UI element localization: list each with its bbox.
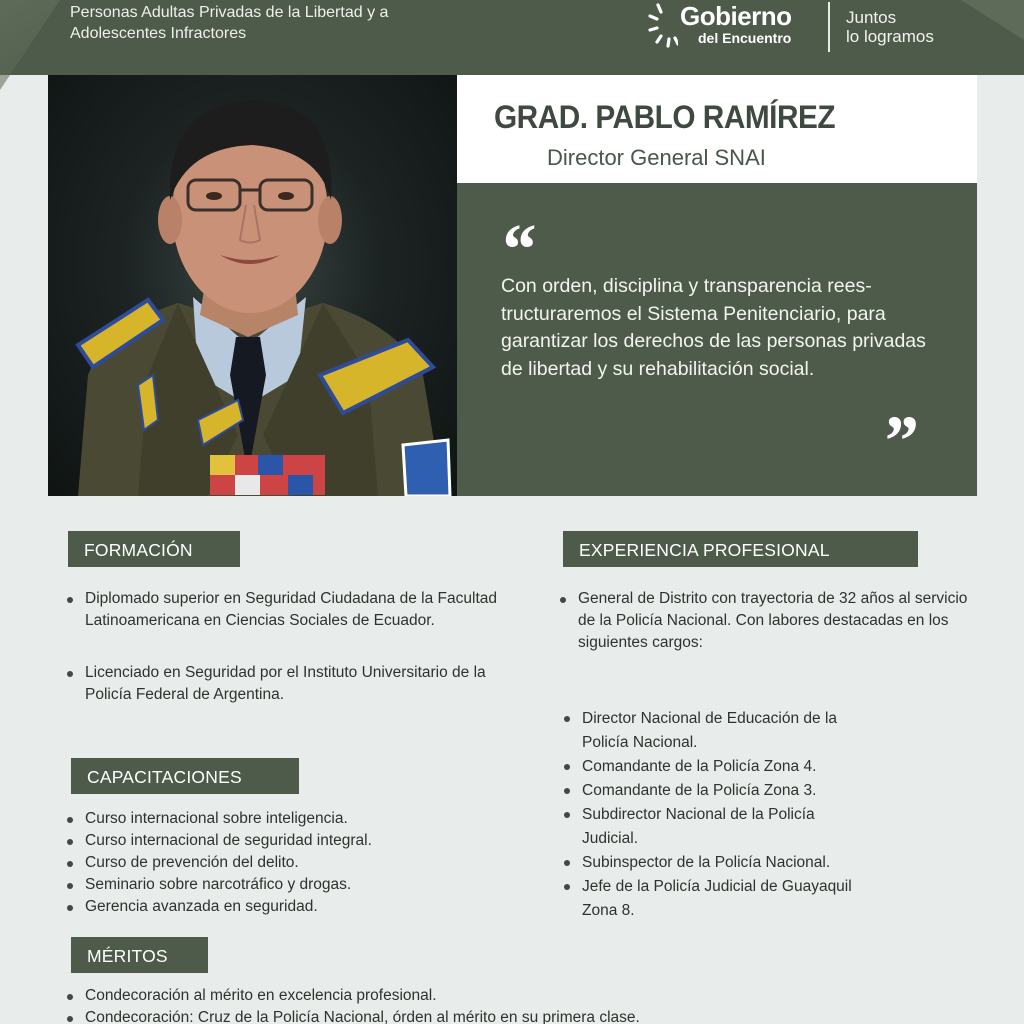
close-quote-mark: ” xyxy=(881,401,917,481)
list-item: Comandante de la Policía Zona 4. xyxy=(564,755,874,779)
list-item: Condecoración: Cruz de la Policía Nacional, órden al mérito en su primera clase. xyxy=(67,1007,767,1024)
name-panel xyxy=(457,75,977,183)
person-name: GRAD. PABLO RAMÍREZ xyxy=(494,99,836,135)
open-quote-mark: “ xyxy=(499,209,535,289)
government-logo xyxy=(648,0,968,60)
logo-main-text: Gobierno xyxy=(680,1,792,31)
logo-divider xyxy=(828,2,830,52)
portrait-photo xyxy=(48,75,457,496)
person-role: Director General SNAI xyxy=(547,145,766,170)
list-item: Subinspector de la Policía Nacional. xyxy=(564,851,874,875)
slogan: Juntos lo logramos xyxy=(846,8,934,46)
meritos-list xyxy=(67,985,767,1024)
institution-subtitle: Personas Adultas Privadas de la Libertad y a Adolescentes Infractores xyxy=(70,4,389,42)
experiencia-intro: General de Distrito con trayectoria de 32 años al servicio de la Policía Nacional. Con labores destacadas en los siguientes cargos: xyxy=(560,588,975,654)
list-item: Curso internacional de seguridad integral. xyxy=(67,830,487,852)
sun-rays-icon xyxy=(648,0,678,50)
quote-text: Con orden, disciplina y transparencia rees-tructuraremos el Sistema Penitenciario, para garantizar los derechos de las personas privadas de libertad y su rehabilitación social. xyxy=(501,275,926,380)
formacion-item: Licenciado en Seguridad por el Instituto Universitario de la Policía Federal de Argentina. xyxy=(67,662,497,706)
list-item: Gerencia avanzada en seguridad. xyxy=(67,896,487,918)
list-item: Director Nacional de Educación de la Policía Nacional. xyxy=(564,707,874,755)
section-header-capacitaciones: CAPACITACIONES xyxy=(71,758,299,794)
experiencia-list xyxy=(564,707,874,923)
formacion-item: Diplomado superior en Seguridad Ciudadana de la Facultad Latinoamericana en Ciencias Sociales de Ecuador. xyxy=(67,588,497,632)
list-item: Jefe de la Policía Judicial de Guayaquil Zona 8. xyxy=(564,875,874,923)
list-item: Seminario sobre narcotráfico y drogas. xyxy=(67,874,487,896)
list-item: Condecoración al mérito en excelencia profesional. xyxy=(67,985,767,1007)
list-item: Curso internacional sobre inteligencia. xyxy=(67,808,487,830)
quote-panel xyxy=(457,183,977,496)
officer-portrait-illustration xyxy=(48,75,457,496)
section-header-meritos: MÉRITOS xyxy=(71,937,208,973)
logo-sub-text: del Encuentro xyxy=(698,30,792,46)
list-item: Comandante de la Policía Zona 3. xyxy=(564,779,874,803)
section-header-formacion: FORMACIÓN xyxy=(68,531,240,567)
list-item: Subdirector Nacional de la Policía Judicial. xyxy=(564,803,874,851)
header-banner xyxy=(0,0,1024,75)
capacitaciones-list xyxy=(67,808,487,918)
list-item: Curso de prevención del delito. xyxy=(67,852,487,874)
section-header-experiencia: EXPERIENCIA PROFESIONAL xyxy=(563,531,918,567)
